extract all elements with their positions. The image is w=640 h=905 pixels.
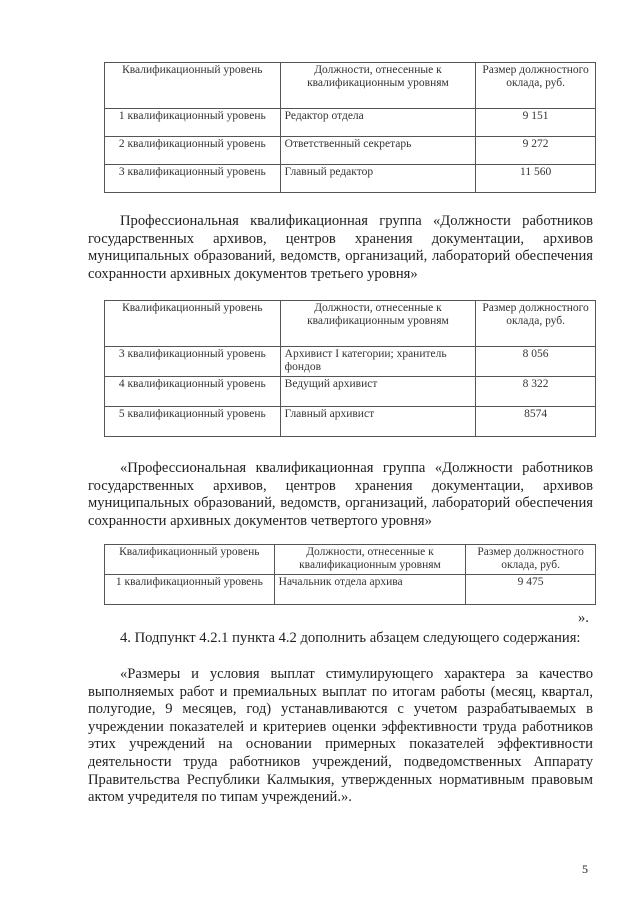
header-positions: Должности, отнесенные к квалификационным уровням: [280, 63, 476, 109]
table-row: [105, 137, 596, 165]
cell-position: Главный редактор: [280, 165, 476, 193]
table-row: [105, 109, 596, 137]
cell-salary: 8574: [476, 407, 596, 437]
table-row: [105, 165, 596, 193]
cell-level: 1 квалификационный уровень: [105, 109, 281, 137]
cell-level: 2 квалификационный уровень: [105, 137, 281, 165]
cell-salary: 8 322: [476, 377, 596, 407]
cell-salary: 11 560: [476, 165, 596, 193]
group-heading-fourth-level: «Профессиональная квалификационная группа «Должности работников государственных архивов, центров хранения документации, архивов муниципальных образований, ведомств, организаций, лабораторий обеспечения сохранности архивных документов четвертого уровня»: [88, 460, 593, 529]
header-positions: Должности, отнесенные к квалификационным уровням: [280, 301, 476, 347]
header-level: Квалификационный уровень: [105, 63, 281, 109]
cell-position: Архивист I категории; хранитель фондов: [280, 347, 476, 377]
cell-position: Редактор отдела: [280, 109, 476, 137]
cell-level: 3 квалификационный уровень: [105, 347, 281, 377]
cell-position: Главный архивист: [280, 407, 476, 437]
cell-level: 4 квалификационный уровень: [105, 377, 281, 407]
cell-salary: 9 475: [466, 575, 596, 605]
cell-position: Ведущий архивист: [280, 377, 476, 407]
amendment-text: «Размеры и условия выплат стимулирующего характера за качество выполняемых работ и премиальных выплат по итогам работы (месяц, квартал, полугодие, 9 месяцев, год) устанавливаются с учетом разрабатываемых в учреждении показателей и критериев оценки эффективности труда работников этих учреждений на основании примерных показателей эффективности деятельности труда работников учреждений, подведомственных Аппарату Правительства Республики Калмыкия, утвержденных нормативным правовым актом учредителя по типам учреждений.».: [88, 666, 593, 806]
table-row: [105, 347, 596, 377]
cell-level: 5 квалификационный уровень: [105, 407, 281, 437]
cell-position: Ответственный секретарь: [280, 137, 476, 165]
salary-table-3: [104, 544, 596, 605]
cell-salary: 8 056: [476, 347, 596, 377]
group-heading-third-level: Профессиональная квалификационная группа «Должности работников государственных архивов, центров хранения документации, архивов муниципальных образований, ведомств, организаций, лабораторий обеспечения сохранности архивных документов третьего уровня»: [88, 213, 593, 282]
amendment-item-4: 4. Подпункт 4.2.1 пункта 4.2 дополнить абзацем следующего содержания:: [120, 630, 581, 646]
table-row: [105, 575, 596, 605]
table-header-row: [105, 63, 596, 109]
header-positions: Должности, отнесенные к квалификационным уровням: [274, 545, 466, 575]
header-salary: Размер должностного оклада, руб.: [466, 545, 596, 575]
table-header-row: [105, 301, 596, 347]
cell-salary: 9 151: [476, 109, 596, 137]
header-level: Квалификационный уровень: [105, 545, 275, 575]
closing-quote: ».: [578, 610, 589, 626]
cell-level: 3 квалификационный уровень: [105, 165, 281, 193]
page-number: 5: [582, 862, 588, 876]
table-row: [105, 377, 596, 407]
header-salary: Размер должностного оклада, руб.: [476, 63, 596, 109]
salary-table-2: [104, 300, 596, 437]
cell-level: 1 квалификационный уровень: [105, 575, 275, 605]
table-row: [105, 407, 596, 437]
header-salary: Размер должностного оклада, руб.: [476, 301, 596, 347]
salary-table-1: [104, 62, 596, 193]
table-header-row: [105, 545, 596, 575]
cell-position: Начальник отдела архива: [274, 575, 466, 605]
header-level: Квалификационный уровень: [105, 301, 281, 347]
cell-salary: 9 272: [476, 137, 596, 165]
